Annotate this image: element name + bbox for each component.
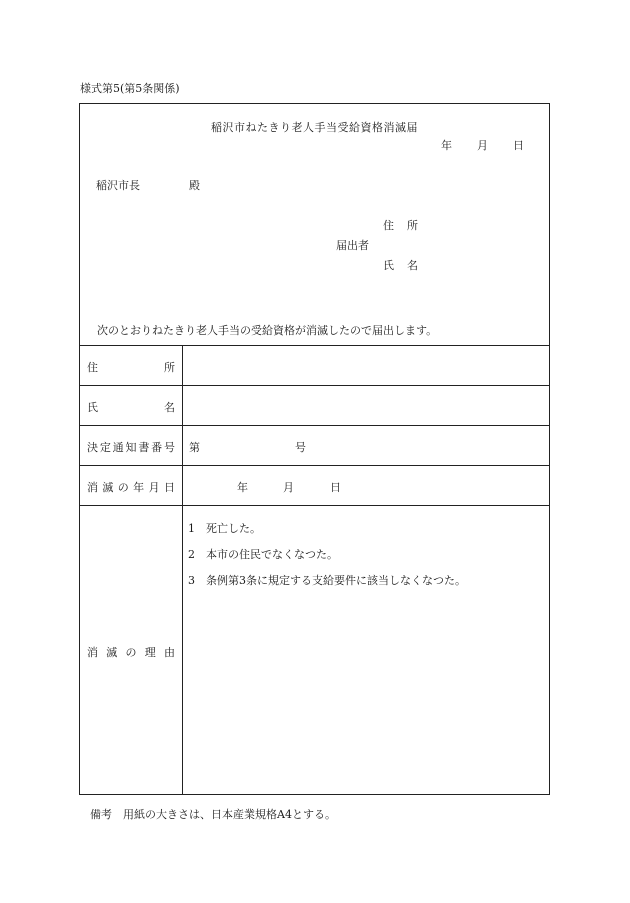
reason-item-number: 1 <box>188 522 195 535</box>
extinction-date-day: 日 <box>330 481 341 494</box>
reason-item <box>188 520 261 536</box>
extinction-date-year: 年 <box>237 481 248 494</box>
reason-item <box>188 546 338 562</box>
reason-item-number: 3 <box>188 574 195 587</box>
submission-date-year: 年 <box>441 139 452 152</box>
table-column-divider <box>182 345 183 795</box>
form-number-label: 様式第5(第5条関係) <box>80 82 180 95</box>
applicant-name-label-2: 名 <box>407 259 418 272</box>
row-label-notice-number: 決 定 通 知 書 番 号 <box>87 441 175 454</box>
name-field[interactable] <box>184 386 548 424</box>
footnote: 備考 用紙の大きさは、日本産業規格A4とする。 <box>90 808 336 821</box>
notice-number-suffix: 号 <box>295 441 306 454</box>
notice-number-prefix: 第 <box>189 441 200 454</box>
submission-date-day: 日 <box>513 139 524 152</box>
applicant-address-label-1: 住 <box>383 219 394 232</box>
addressee-honorific: 殿 <box>189 179 200 192</box>
row-label-address: 住 所 <box>87 361 175 374</box>
table-row-divider <box>80 505 549 506</box>
reason-item-number: 2 <box>188 548 195 561</box>
applicant-address-label-2: 所 <box>407 219 418 232</box>
address-field[interactable] <box>184 346 548 384</box>
table-row-divider <box>80 425 549 426</box>
row-label-extinction-date: 消 滅 の 年 月 日 <box>87 481 175 494</box>
reason-item-text: 条例第3条に規定する支給要件に該当しなくなつた。 <box>206 574 466 587</box>
document-title: 稲沢市ねたきり老人手当受給資格消滅届 <box>211 121 418 134</box>
table-row-divider <box>80 465 549 466</box>
applicant-name-label-1: 氏 <box>383 259 394 272</box>
extinction-date-month: 月 <box>283 481 294 494</box>
addressee-mayor: 稲沢市長 <box>96 179 140 192</box>
reason-item-text: 本市の住民でなくなつた。 <box>206 548 338 561</box>
form-box <box>79 103 550 795</box>
reason-item-text: 死亡した。 <box>206 522 261 535</box>
statement-text: 次のとおりねたきり老人手当の受給資格が消滅したので届出します。 <box>97 324 438 337</box>
row-label-reason: 消 滅 の 理 由 <box>87 646 175 659</box>
row-label-name: 氏 名 <box>87 401 175 414</box>
applicant-role-label: 届出者 <box>336 239 369 252</box>
submission-date-month: 月 <box>477 139 488 152</box>
reason-item <box>188 572 466 588</box>
